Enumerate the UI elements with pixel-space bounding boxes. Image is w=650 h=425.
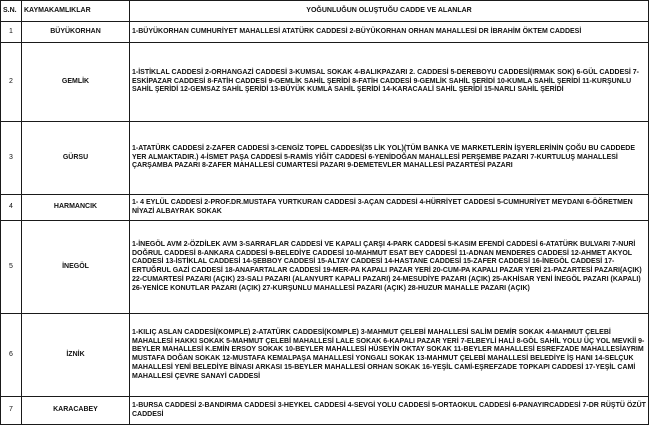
table-row — [1, 195, 649, 221]
table-row — [1, 22, 649, 43]
row-number: 6 — [1, 314, 22, 397]
row-number: 2 — [1, 43, 22, 122]
header-kaymakamliklar: KAYMAKAMLIKLAR — [22, 1, 130, 22]
header-streets-areas: YOĞUNLUĞUN OLUŞTUĞU CADDE VE ALANLAR — [130, 1, 649, 22]
streets-list: 1- 4 EYLÜL CADDESİ 2-PROF.DR.MUSTAFA YURTKURAN CADDESİ 3-AÇAN CADDESİ 4-HÜRRİYET CADDESİ 5-CUMHURİYET MEYDANI 6-ÖĞRETMEN NİYAZİ ALBAYRAK SOKAK — [130, 195, 649, 221]
streets-list: 1-BÜYÜKORHAN CUMHURİYET MAHALLESİ ATATÜRK CADDESİ 2-BÜYÜKORHAN ORHAN MAHALLESİ DR İBRAHİM ÖKTEM CADDESİ — [130, 22, 649, 43]
row-number: 1 — [1, 22, 22, 43]
table-row — [1, 122, 649, 195]
district-name: GEMLİK — [22, 43, 130, 122]
row-number: 7 — [1, 397, 22, 425]
district-name: KARACABEY — [22, 397, 130, 425]
table-row — [1, 43, 649, 122]
streets-list: 1-İSTİKLAL CADDESİ 2-ORHANGAZİ CADDESİ 3-KUMSAL SOKAK 4-BALIKPAZARI 2. CADDESİ 5-DEREBOYU CADDESİ(IRMAK SOK) 6-GÜL CADDESİ 7-ESKİPAZAR CADDESİ 8-FATİH CADDESİ 9-GEMLİK SAHİL ŞERİDİ 8-FATİH CADDESİ 9-GEMLİK SAHİL ŞERİDİ 10-KUMLA SAHİL ŞERİDİ 11-KURŞUNLU SAHİL ŞERİDİ 12-GEMSAZ SAHİL ŞERİDİ 13-BÜYÜK KUMLA SAHİL ŞERİDİ 14-KARACAALİ SAHİL ŞERİDİ 15-NARLI SAHİL ŞERİDİ — [130, 43, 649, 122]
table-row — [1, 397, 649, 425]
table-header-row — [1, 1, 649, 22]
row-number: 5 — [1, 221, 22, 314]
district-name: BÜYÜKORHAN — [22, 22, 130, 43]
district-name: İZNİK — [22, 314, 130, 397]
district-name: HARMANCIK — [22, 195, 130, 221]
row-number: 4 — [1, 195, 22, 221]
streets-list: 1-İNEGÖL AVM 2-ÖZDİLEK AVM 3-SARRAFLAR CADDESİ VE KAPALI ÇARŞI 4-PARK CADDESİ 5-KASIM EFENDİ CADDESİ 6-ATATÜRK BULVARI 7-NURİ DOĞRUL CADDESİ 8-ANKARA CADDESİ 9-BELEDİYE CADDESİ 10-MAHMUT ESAT BEY CADDESİ 11-ADNAN MENDERES CADDESİ 12-AHMET AKYOL CADDESİ 13-İSTİKLAL CADDESİ 14-ŞEBBOY CADDESİ 15-ALTAY CADDESİ 14-HASTANE CADDESİ 15-ZAFER CADDESİ 16-İNEGÖL CADDESİ 17-ERTUĞRUL GAZİ CADDESİ 18-ANAFARTALAR CADDESİ 19-MER-PA KAPALI PAZAR YERİ 20-CUM-PA KAPALI PAZAR YERİ 21-PAZARTESİ PAZARI(AÇIK) 22-CUMARTESİ PAZARI (AÇIK) 23-SALI PAZARI (ALANYURT KAPALI PAZARI) 24-MESUDİYE PAZARI (AÇIK) 25-AKHİSAR YENİ İNEGÖL PAZARI (KAPALI) 26-YENİCE KONUTLAR PAZARI (AÇIK) 27-KURŞUNLU MAHALLESİ PAZARI (AÇIK) 28-HUZUR MAHALLE PAZARI (AÇIK) — [130, 221, 649, 314]
table-row — [1, 221, 649, 314]
table-row — [1, 314, 649, 397]
header-sn: S.N. — [1, 1, 22, 22]
streets-list: 1-BURSA CADDESİ 2-BANDIRMA CADDESİ 3-HEYKEL CADDESİ 4-SEVGİ YOLU CADDESİ 5-ORTAOKUL CADDESİ 6-PANAYIRCADDESİ 7-DR RÜŞTÜ ÖZÜT CADDESİ — [130, 397, 649, 425]
district-name: İNEGÖL — [22, 221, 130, 314]
district-name: GÜRSU — [22, 122, 130, 195]
streets-list: 1-KILIÇ ASLAN CADDESİ(KOMPLE) 2-ATATÜRK CADDESİ(KOMPLE) 3-MAHMUT ÇELEBİ MAHALLESİ SALİM DEMİR SOKAK 4-MAHMUT ÇELEBİ MAHALLESİ HAKKI SOKAK 5-MAHMUT ÇELEBİ MAHALLESİ LALE SOKAK 6-KAPALI PAZAR YERİ 7-ELBEYLİ HALİ 8-GÖL SAHİL YOLU ÜÇ YOL MEVKİİ 9-BEYLER MAHALLESİ K.EMİN ERSOY SOKAK 10-BEYLER MAHALLESİ HÜSEYİN OKTAY SOKAK 11-BEYLER MAHALLESİ ESREFZADE MAHALLESİAYRIM MUSTAFA DOĞAN SOKAK 12-MUSTAFA KEMALPAŞA MAHALLESİ YONGALI SOKAK 13-MAHMUT ÇELEBİ MAHALLESİ BELEDİYE İŞ HANI 14-SELÇUK MAHALLESİ YENİ BELEDİYE BİNASI ARKASI 15-BEYLER MAHALLESİ ORHAN SOKAK 16-YEŞİL CAMİ-EŞREFZADE TOPKAPI CADDESİ 17-YEŞİL CAMİ MAHALLESİ ÇEVRE SANAYİ CADDESİ — [130, 314, 649, 397]
streets-list: 1-ATATÜRK CADDESİ 2-ZAFER CADDESİ 3-CENGİZ TOPEL CADDESİ(35 LİK YOL)(TÜM BANKA VE MARKETLERİN İŞYERLERİNİN ÇOĞU BU CADDEDE YER ALMAKTADIR.) 4-İSMET PAŞA CADDESİ 5-RAMİS YİĞİT CADDESİ 6-YENİDOĞAN MAHALLESİ PERŞEMBE PAZARI 7-KURTULUŞ MAHALLESİ ÇARŞAMBA PAZARI 8-ZAFER MAHALLESİ CUMARTESİ PAZARI 9-DEMETEVLER MAHALLESİ PAZARTESİ PAZARI — [130, 122, 649, 195]
row-number: 3 — [1, 122, 22, 195]
